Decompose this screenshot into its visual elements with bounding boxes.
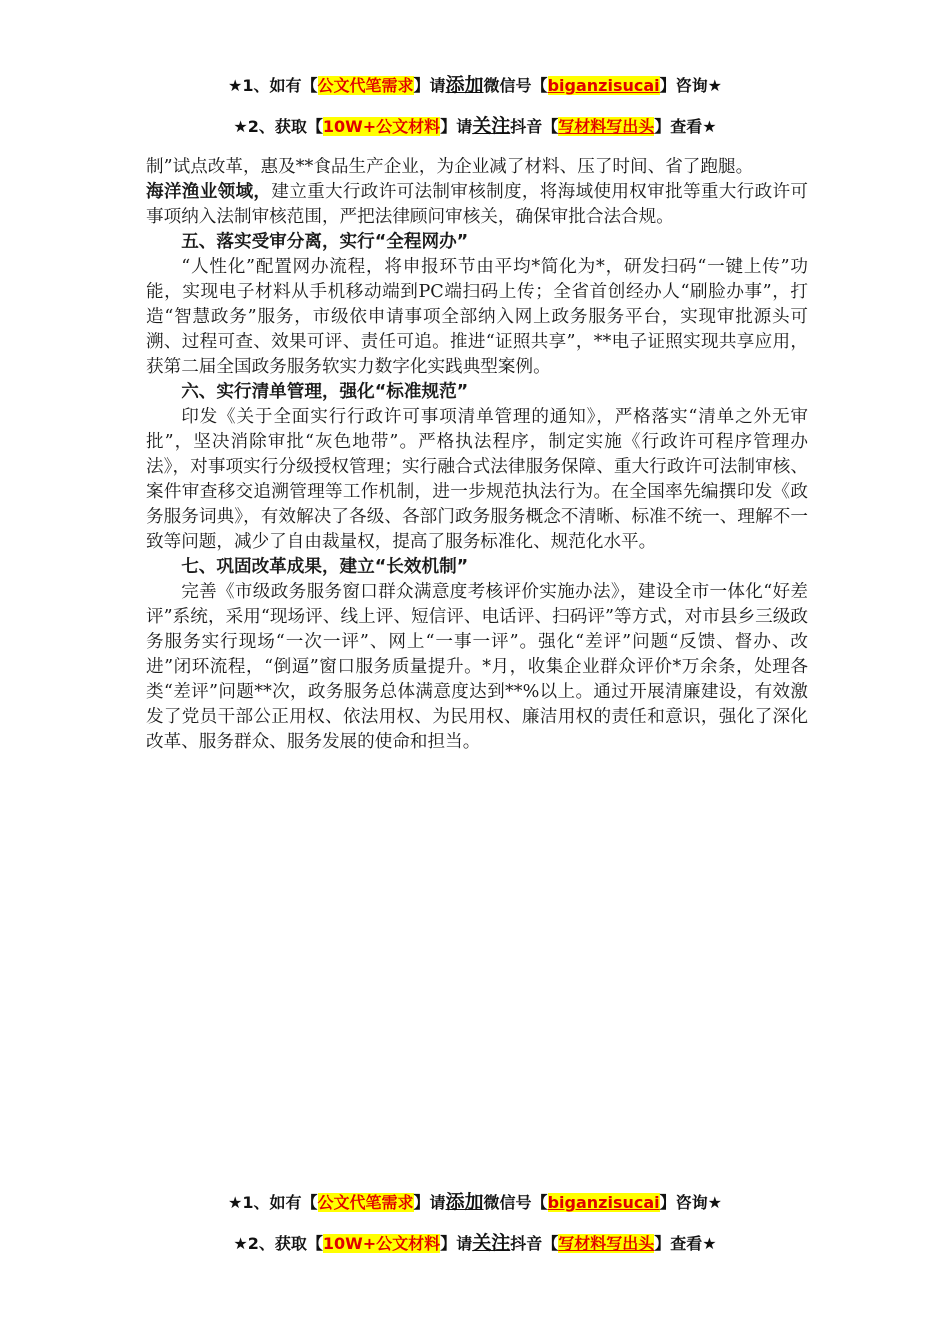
highlight-service: 公文代笔需求 xyxy=(317,76,414,95)
wechat-id[interactable]: biganzisucai xyxy=(547,76,660,95)
emphasis-follow: 关注 xyxy=(472,115,511,137)
section-heading-5: 五、落实受审分离，实行“全程网办” xyxy=(181,232,469,252)
paragraph-continued: 制”试点改革，惠及**食品生产企业，为企业减了材料、压了时间、省了跑腿。 xyxy=(146,157,754,177)
paragraph-section-7: 完善《市级政务服务窗口群众满意度考核评价实施办法》，建设全市一体化“好差评”系统，采用“现场评、线上评、短信评、电话评、扫码评”等方式，对市县乡三级政务服务实行现场“一次一评”、网上“一事一评”。强化“差评”问题“反馈、督办、改进”闭环流程，“倒逼”窗口服务质量提升。*月，收集企业群众评价*万余条，处理各类“差评”问题**次，政务服务总体满意度达到**%以上。通过开展清廉建设，有效激发了党员干部公正用权、依法用权、为民用权、廉洁用权的责任和意识，强化了深化改革、服务群众、服务发展的使命和担当。 xyxy=(146,582,808,752)
star-icon: ★ xyxy=(233,1234,248,1253)
highlight-materials: 10W+公文材料 xyxy=(322,117,441,136)
star-icon: ★ xyxy=(228,1193,243,1212)
emphasis-follow: 关注 xyxy=(472,1232,511,1254)
section-heading-7: 七、巩固改革成果，建立“长效机制” xyxy=(181,557,469,577)
star-icon: ★ xyxy=(228,76,243,95)
paragraph-marine: 海洋渔业领域，建立重大行政许可法制审核制度，将海域使用权审批等重大行政许可事项纳入法制审核范围，严把法律顾问审核关，确保审批合法合规。 xyxy=(146,182,808,227)
wechat-id[interactable]: biganzisucai xyxy=(547,1193,660,1212)
document-body xyxy=(146,155,808,755)
douyin-account[interactable]: 写材料写出头 xyxy=(558,117,655,136)
emphasis-add: 添加 xyxy=(445,1191,484,1213)
section-heading-6: 六、实行清单管理，强化“标准规范” xyxy=(181,382,469,402)
highlight-materials: 10W+公文材料 xyxy=(322,1234,441,1253)
footer-banner-line-2: ★2、获取【10W+公文材料】请关注抖音【写材料写出头】查看★ xyxy=(233,1232,717,1254)
banner-line-1: ★1、如有【公文代笔需求】请添加微信号【biganzisucai】咨询★ xyxy=(228,74,722,96)
star-icon: ★ xyxy=(233,117,248,136)
emphasis-add: 添加 xyxy=(445,74,484,96)
highlight-service: 公文代笔需求 xyxy=(317,1193,414,1212)
paragraph-lead: 海洋渔业领域， xyxy=(146,182,272,202)
footer-banner-line-1: ★1、如有【公文代笔需求】请添加微信号【biganzisucai】咨询★ xyxy=(228,1191,722,1213)
douyin-account[interactable]: 写材料写出头 xyxy=(558,1234,655,1253)
paragraph-section-5: “人性化”配置网办流程，将申报环节由平均*简化为*，研发扫码“一键上传”功能，实现电子材料从手机移动端到PC端扫码上传；全省首创经办人“刷脸办事”，打造“智慧政务”服务，市级依申请事项全部纳入网上政务服务平台，实现审批源头可溯、过程可查、效果可评、责任可追。推进“证照共享”，**电子证照实现共享应用，获第二届全国政务服务软实力数字化实践典型案例。 xyxy=(146,257,808,377)
banner-line-2: ★2、获取【10W+公文材料】请关注抖音【写材料写出头】查看★ xyxy=(233,115,717,137)
paragraph-section-6: 印发《关于全面实行行政许可事项清单管理的通知》，严格落实“清单之外无审批”，坚决消除审批“灰色地带”。严格执法程序，制定实施《行政许可程序管理办法》，对事项实行分级授权管理；实行融合式法律服务保障、重大行政许可法制审核、案件审查移交追溯管理等工作机制，进一步规范执法行为。在全国率先编撰印发《政务服务词典》，有效解决了各级、各部门政务服务概念不清晰、标准不统一、理解不一致等问题，减少了自由裁量权，提高了服务标准化、规范化水平。 xyxy=(146,407,808,552)
